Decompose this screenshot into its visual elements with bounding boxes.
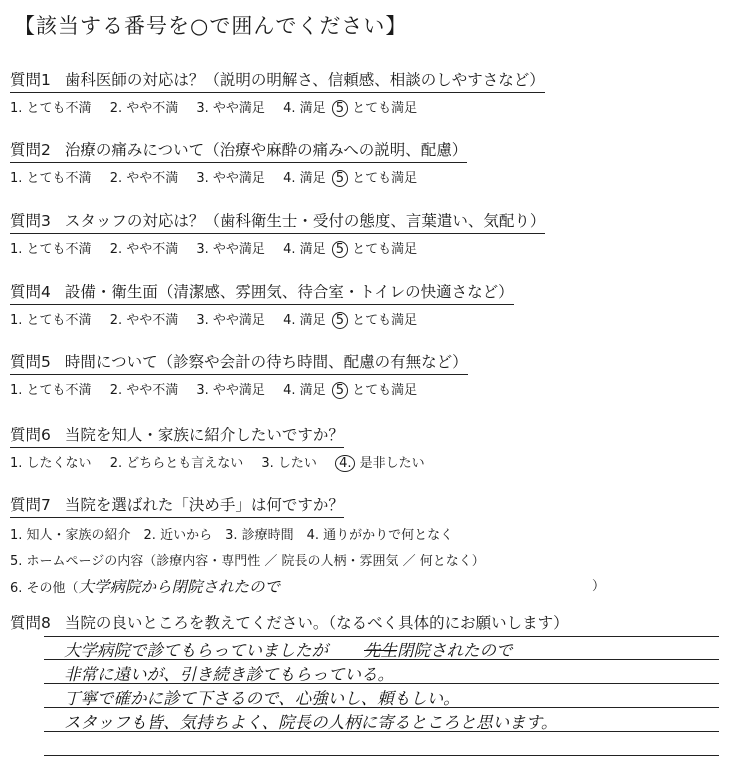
handwritten-answer-line[interactable]: 丁寧で確かに診て下さるので、心強いし、頼もしい。 bbox=[64, 689, 460, 708]
option-2[interactable]: 2. やや不満 bbox=[109, 242, 179, 257]
option-3[interactable]: 3. したい bbox=[261, 456, 317, 471]
handwritten-answer-line[interactable]: スタッフも皆、気持ちよく、院長の人柄に寄るところと思います。 bbox=[64, 713, 558, 732]
option-2[interactable]: 2. やや不満 bbox=[109, 101, 179, 116]
circled-option[interactable]: 5 bbox=[332, 241, 348, 258]
question-4 bbox=[10, 280, 514, 329]
option-5-label: とても満足 bbox=[352, 383, 418, 398]
question-number: 質問4 bbox=[10, 283, 51, 301]
option-5-label: とても満足 bbox=[352, 101, 418, 116]
circled-option[interactable]: 5 bbox=[332, 100, 348, 117]
option-5-label: とても満足 bbox=[352, 242, 418, 257]
option-4[interactable]: 4. 満足 bbox=[283, 101, 326, 116]
circled-option[interactable]: 5 bbox=[332, 312, 348, 329]
option-5-label: とても満足 bbox=[352, 313, 418, 328]
question-number: 質問1 bbox=[10, 71, 51, 89]
question-1 bbox=[10, 68, 545, 117]
option-5-label: とても満足 bbox=[352, 171, 418, 186]
option-1[interactable]: 1. とても不満 bbox=[10, 313, 92, 328]
option-4[interactable]: 4. 満足 bbox=[283, 313, 326, 328]
q7-options-line-2[interactable]: 5. ホームページの内容（診療内容・専門性 ／ 院長の人柄・雰囲気 ／ 何となく） bbox=[10, 554, 485, 569]
question-7 bbox=[10, 493, 610, 597]
question-text: 当院の良いところを教えてください。（なるべく具体的にお願いします） bbox=[64, 614, 569, 632]
q7-other-answer[interactable]: 大学病院から閉院されたので bbox=[78, 578, 281, 596]
handwritten-answer-line[interactable]: 非常に遠いが、引き続き診てもらっている。 bbox=[64, 665, 394, 684]
q7-options-line-1[interactable]: 1. 知人・家族の紹介 2. 近いから 3. 診療時間 4. 通りがかりで何となく bbox=[10, 528, 454, 543]
option-3[interactable]: 3. やや満足 bbox=[196, 101, 265, 116]
question-text: スタッフの対応は？（歯科衛生士・受付の態度、言葉遣い、気配り） bbox=[64, 212, 546, 230]
page-title: 【該当する番号を○で囲んでください】 bbox=[14, 14, 408, 38]
option-3[interactable]: 3. やや満足 bbox=[196, 171, 265, 186]
option-1[interactable]: 1. とても不満 bbox=[10, 242, 92, 257]
option-1[interactable]: 1. とても不満 bbox=[10, 171, 92, 186]
question-number: 質問5 bbox=[10, 353, 51, 371]
option-1[interactable]: 1. したくない bbox=[10, 456, 92, 471]
option-4-label: 是非したい bbox=[359, 456, 425, 471]
circled-option[interactable]: 5 bbox=[332, 170, 348, 187]
option-4[interactable]: 4. 満足 bbox=[283, 171, 326, 186]
option-3[interactable]: 3. やや満足 bbox=[196, 383, 265, 398]
option-2[interactable]: 2. やや不満 bbox=[109, 171, 179, 186]
question-6 bbox=[10, 423, 425, 472]
option-4[interactable]: 4. 満足 bbox=[283, 383, 326, 398]
question-text: 時間について（診察や会計の待ち時間、配慮の有無など） bbox=[64, 353, 468, 371]
question-text: 当院を選ばれた「決め手」は何ですか？ bbox=[64, 496, 344, 514]
question-8 bbox=[10, 611, 569, 635]
option-2[interactable]: 2. やや不満 bbox=[109, 313, 179, 328]
circled-option[interactable]: 4. bbox=[335, 455, 355, 472]
question-text: 当院を知人・家族に紹介したいですか？ bbox=[64, 426, 344, 444]
question-text: 歯科医師の対応は？（説明の明解さ、信頼感、相談のしやすさなど） bbox=[64, 71, 545, 89]
question-number: 質問6 bbox=[10, 426, 51, 444]
option-1[interactable]: 1. とても不満 bbox=[10, 101, 92, 116]
question-text: 治療の痛みについて（治療や麻酔の痛みへの説明、配慮） bbox=[64, 141, 468, 159]
ruled-line bbox=[44, 755, 719, 756]
question-3 bbox=[10, 209, 545, 258]
question-number: 質問2 bbox=[10, 141, 51, 159]
question-number: 質問3 bbox=[10, 212, 51, 230]
option-3[interactable]: 3. やや満足 bbox=[196, 313, 265, 328]
q7-other-label: 6. その他（ bbox=[10, 581, 79, 596]
option-2[interactable]: 2. どちらとも言えない bbox=[109, 456, 244, 471]
option-1[interactable]: 1. とても不満 bbox=[10, 383, 92, 398]
question-text: 設備・衛生面（清潔感、雰囲気、待合室・トイレの快適さなど） bbox=[64, 283, 514, 301]
handwritten-answer-line[interactable]: 大学病院で診てもらっていましたが 先生閉院されたので bbox=[64, 641, 513, 660]
circled-option[interactable]: 5 bbox=[332, 382, 348, 399]
option-3[interactable]: 3. やや満足 bbox=[196, 242, 265, 257]
option-2[interactable]: 2. やや不満 bbox=[109, 383, 179, 398]
question-number: 質問8 bbox=[10, 614, 51, 632]
question-5 bbox=[10, 350, 468, 399]
question-number: 質問7 bbox=[10, 496, 51, 514]
option-4[interactable]: 4. 満足 bbox=[283, 242, 326, 257]
question-2 bbox=[10, 138, 467, 187]
q7-other-close: ） bbox=[592, 579, 606, 594]
